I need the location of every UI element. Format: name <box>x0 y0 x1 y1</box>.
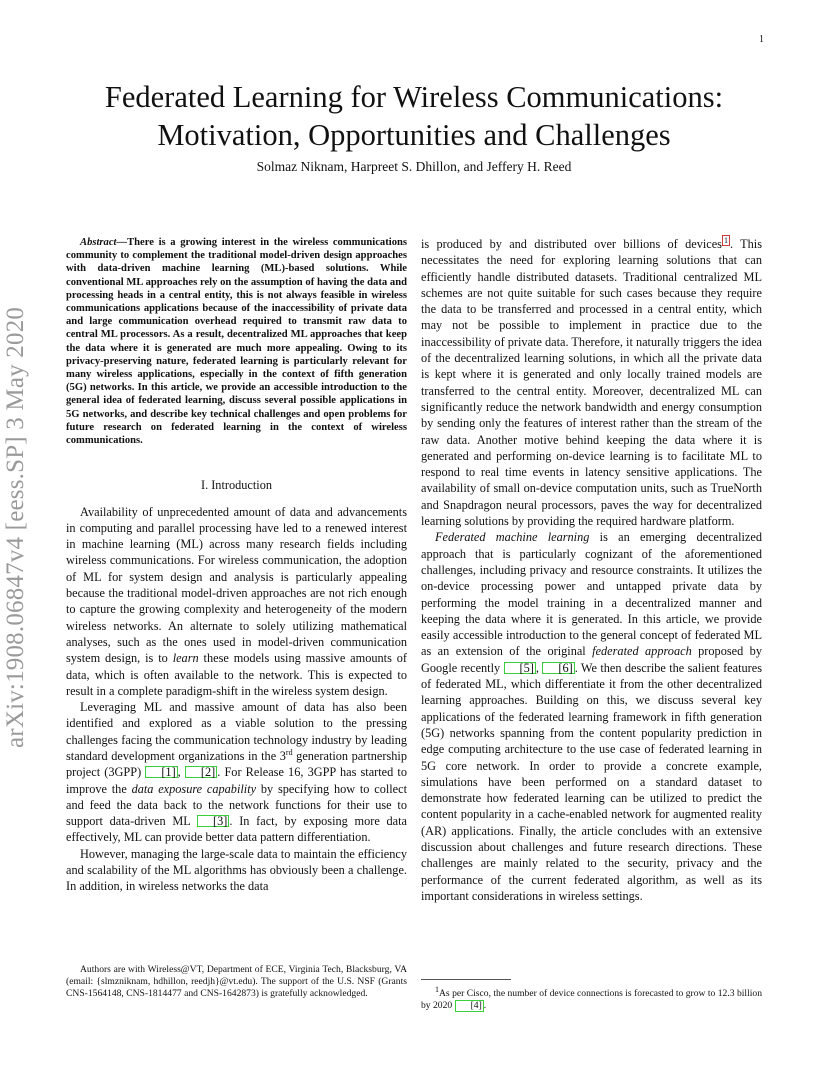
section-heading-introduction: I. Introduction <box>200 478 273 493</box>
intro-paragraph-3-cont: is produced by and distributed over billions of devices $^1$ . This necessitates the need for exploring learning solutions that can efficiently handle distributed datasets. Traditional centralized ML schemes are not quite suitable for such cases because they require the data to be transferred and processed in a central entity, which may not be possible to implement in practice due to the inaccessibility of private data. Therefore, it naturally triggers the idea of the decentralized learning solutions, in which all the private data is kept where it is generated and only locally trained models are transferred to the central entity. Moreover, decentralized ML can significantly reduce the network bandwidth and energy consumption by sending only the features of interest rather than the stream of the raw data. Another motive behind keeping the data where it is generated and performing on-device learning is to facilitate ML to respond to real time events in latency sensitive applications. The availability of small on-device computation units, such as TrueNorth and Snapdragon neural processors, paves the way for decentralized learning solutions by providing the required hardware platform. <box>421 235 762 529</box>
intro-paragraph-3: However, managing the large-scale data to maintain the efficiency and scalability of the ML algorithms has obviously been a challenge. In addition, in wireless networks the data <box>66 846 407 894</box>
footnote-divider <box>421 979 511 980</box>
citation-link[interactable]: [6] <box>542 662 574 674</box>
citation-link[interactable]: [5] <box>504 662 536 674</box>
abstract-text: There is a growing interest in the wireless communications community to complement the traditional model-driven design approaches with data-driven machine learning (ML)-based solutions. While conventional ML approaches rely on the assumption of having the data and processing heads in a central entity, this is not always feasible in wireless communications applications because of the inaccessibility of private data and large communication overhead required to transmit raw data to central ML processors. As a result, decentralized ML approaches that keep the data where it is generated are much more appealing. Owing to its privacy-preserving nature, federated learning is particularly relevant for many wireless applications, especially in the context of fifth generation (5G) networks. In this article, we provide an accessible introduction to the general idea of federated learning, discuss several possible applications in 5G networks, and describe key technical challenges and open problems for future research on federated learning in the context of wireless communications. <box>66 237 407 447</box>
footnote-1: $^1$As per Cisco, the number of device connections is forecasted to grow to 12.3 billion by 2020 [4] . <box>421 984 762 1011</box>
intro-paragraph-4: Federated machine learning is an emerging decentralized approach that is particularly cognizant of the aforementioned challenges, including privacy and resource constraints. It utilizes the on-device processing power and untapped private data by performing the model training in a decentralized manner and keeping the data where it is generated. In this article, we provide easily accessible introduction to the general concept of federated ML as an extension of the original federated approach proposed by Google recently [5] , [6] . We then describe the salient features of federated ML, which differentiate it from the other decentralized learning approaches. Building on this, we discuss several key applications of the federated learning framework in fifth generation (5G) networks spanning from the content popularity prediction in edge computing architecture to the use case of federated learning in 5G core network. In order to provide a concrete example, simulations have been performed on a standard dataset to demonstrate how federated learning can be utilized to predict the content popularity in a cache-enabled network for augmented reality (AR) applications. Finally, the article concludes with an extensive discussion about challenges and future research directions. These challenges are mainly related to the security, privacy and the performance of the current federated algorithm, as well as its important considerations in wireless settings. <box>421 530 762 903</box>
paper-title <box>60 78 768 154</box>
arxiv-stamp: arXiv:1908.06847v4 [eess.SP] 3 May 2020 <box>2 306 29 748</box>
intro-paragraph-2: Leveraging ML and massive amount of data has also been identified and explored as a viable solution to the pressing challenges facing the communication technology industry by leading standard development organizations in the 3rd generation partnership project (3GPP) [1] , [2] . For Release 16, 3GPP has started to improve the data exposure capability by specifying how to collect and feed the data back to the network functions for their use to support data-driven ML [3] . In fact, by exposing more data effectively, ML can provide better data pattern differentiation. <box>66 700 408 845</box>
title-line-1: Federated Learning for Wireless Communications: <box>104 80 724 114</box>
left-column <box>66 236 407 895</box>
abstract <box>66 236 407 447</box>
citation-link[interactable]: [2] <box>185 766 217 778</box>
footnote-link[interactable]: 1 <box>723 235 728 245</box>
authors: Solmaz Niknam, Harpreet S. Dhillon, and Jeffery H. Reed <box>256 159 572 174</box>
abstract-label: Abstract— <box>80 237 128 248</box>
citation-link[interactable]: [1] <box>145 766 177 778</box>
citation-link[interactable]: [4] <box>455 1000 484 1012</box>
title-line-2: Motivation, Opportunities and Challenges <box>157 118 671 152</box>
author-footnote: Authors are with Wireless@VT, Department of ECE, Virginia Tech, Blacksburg, VA (email: {slmzniknam, hdhillon, reedjh}@vt.edu). The support of the U.S. NSF (Grants CNS-1564148, CNS-1814477 and CNS-1642873) is gratefully acknowledged. <box>66 964 407 999</box>
intro-paragraph-1: Availability of unprecedented amount of data and advancements in computing and parallel processing have led to a renewed interest in machine learning (ML) across many research fields including wireless communications. For wireless communication, the adoption of ML for system design and analysis is particularly appealing because the traditional model-driven approaches are not rich enough to capture the growing complexity and heterogeneity of the modern wireless networks. An alternate to solely utilizing mathematical analyses, such as the ones used in model-driven communication system design, is to learn these models using massive amounts of data, which is often available to the network. This is expected to result in a complete paradigm-shift in the wireless system design. <box>66 504 407 698</box>
page-number: 1 <box>759 34 764 45</box>
right-column <box>421 236 762 904</box>
citation-link[interactable]: [3] <box>197 815 229 827</box>
